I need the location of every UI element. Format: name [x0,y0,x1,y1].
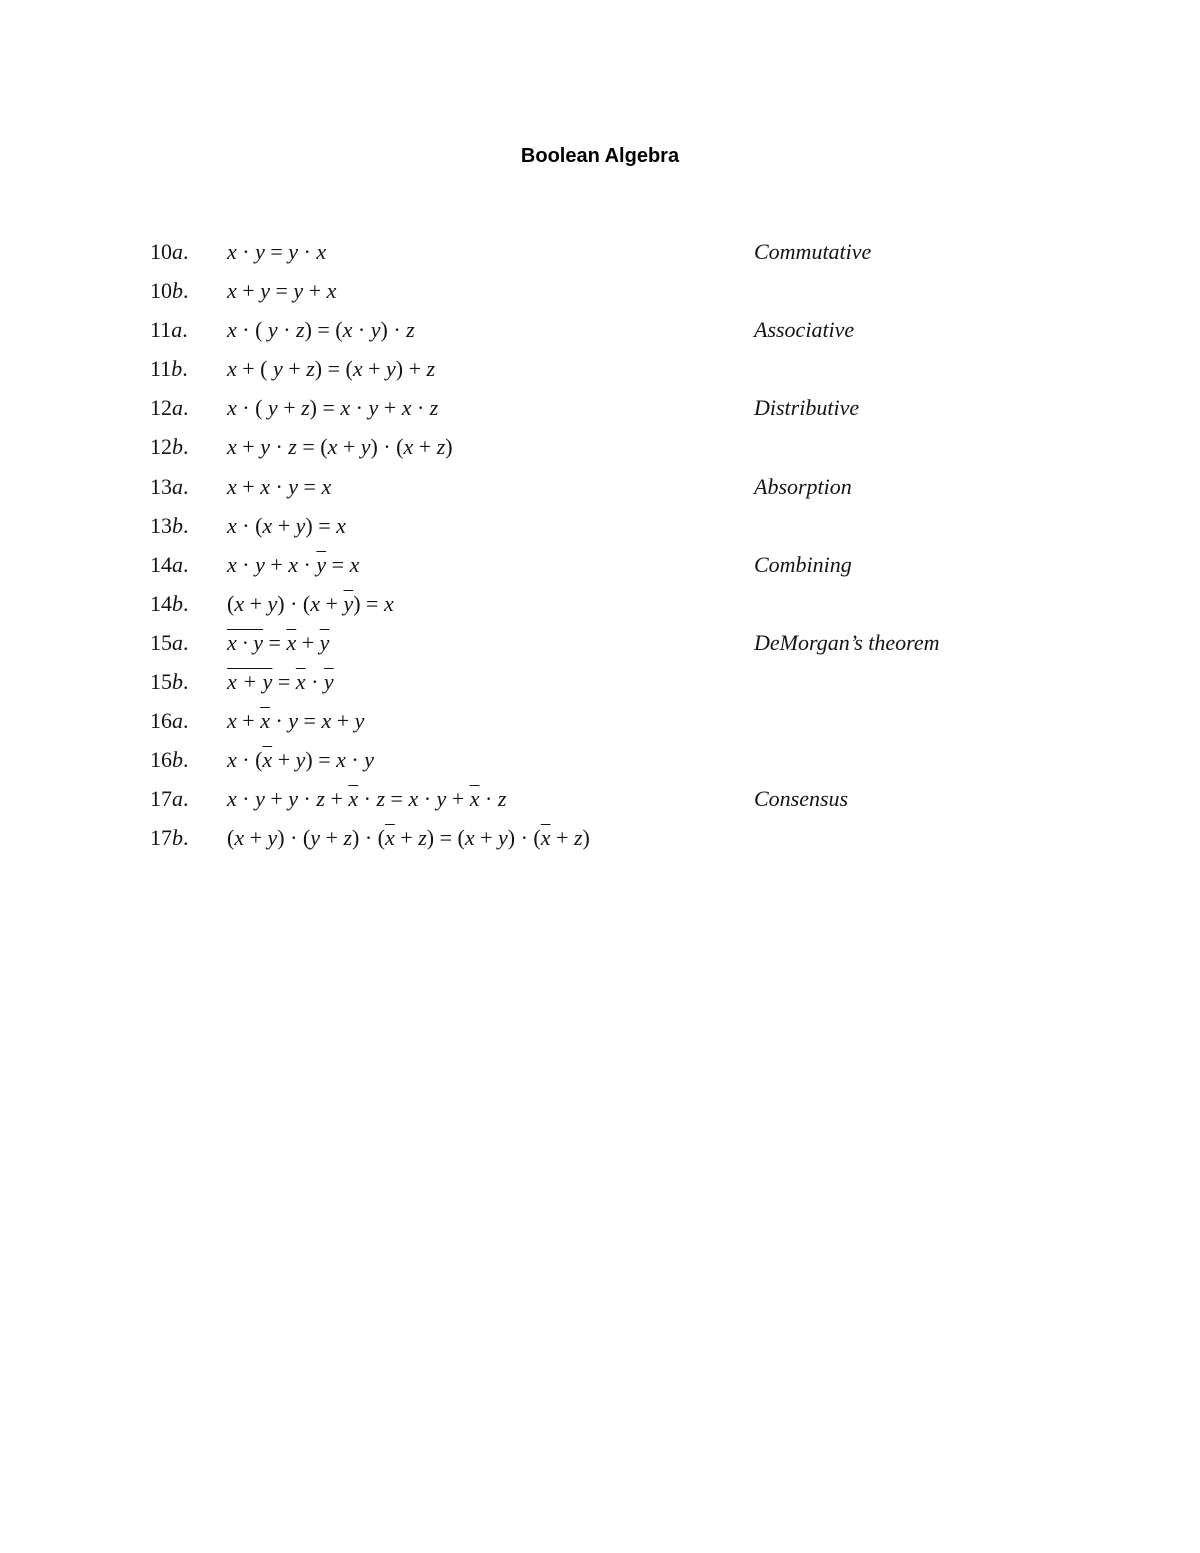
law-number-digits: 12 [150,434,172,460]
expr-operator: ) = [309,395,341,421]
law-expression [227,349,435,388]
expr-operator: = [298,473,322,499]
expr-operator: ) = ( [426,825,465,851]
law-row [150,818,1050,857]
expr-operator: = [298,708,322,734]
expr-operator: ) · ( [277,825,311,851]
expr-variable: x [321,473,332,499]
law-expression [227,506,346,545]
law-number-letter: b [172,278,183,304]
expr-variable: y [267,395,278,421]
expr-variable: y [360,434,371,460]
expr-operator: · [305,669,324,695]
expr-variable: y [267,825,278,851]
expr-variable: y [255,239,265,264]
expr-operator: · [479,786,498,812]
expr-operator: + [324,786,349,812]
law-number: 10b. [150,278,189,304]
expr-operator: + [272,747,296,773]
expr-operator: · [298,551,317,577]
expr-variable: x [336,747,346,773]
expr-operator: ) = [305,747,337,773]
expr-complement: $\overline{x}$ [286,629,297,655]
expr-complement: $\overline{x}$ [262,747,273,773]
expr-variable: x [227,512,237,538]
expr-complement: $\overline{y}$ [323,669,334,695]
law-expression [227,232,326,271]
law-number-digits: 17 [150,786,172,812]
law-number-digits: 13 [150,473,172,499]
law-expression [227,584,394,623]
expr-variable: x [227,708,237,734]
law-number-digits: 11 [150,356,172,382]
law-row [150,467,1050,506]
law-number: 13a. [150,473,189,499]
law-row [150,506,1050,545]
law-number-digits: 15 [150,669,172,695]
boolean-laws-list [150,232,1050,858]
expr-operator: ) = ( [314,356,353,382]
law-number-digits: 14 [150,551,172,577]
expr-variable: y [273,356,283,382]
law-row [150,427,1050,466]
expr-operator: + ( [236,356,273,382]
expr-operator: · [358,786,377,812]
expr-operator: ) · ( [277,590,311,616]
law-number-letter: a [171,317,183,343]
expr-operator: ) + [395,356,427,382]
expr-variable: y [288,473,299,499]
expr-operator: · [236,551,256,577]
expr-variable: z [406,317,415,343]
expr-operator: + [362,356,386,382]
law-number-letter: b [172,434,183,460]
expr-operator: + [236,278,261,304]
expr-variable: x [340,395,351,421]
law-name: Absorption [754,473,852,499]
law-number: 17a. [150,786,189,812]
law-number: 11b. [150,356,188,382]
law-expression [227,310,415,349]
law-number-digits: 17 [150,825,172,851]
expr-variable: x [234,825,245,851]
expr-variable: x [401,395,412,421]
expr-variable: z [418,825,427,851]
expr-variable: x [383,590,394,616]
expr-operator: ) = [353,590,384,616]
expr-variable: x [288,551,299,577]
expr-variable: x [321,708,332,734]
law-name: Combining [754,551,852,577]
law-number: 16a. [150,708,189,734]
law-number-letter: b [172,747,183,773]
expr-operator: + [272,512,296,538]
law-number-digits: 15 [150,629,172,655]
expr-variable: x [262,512,273,538]
expr-complement: $\overline{y}$ [319,629,330,655]
law-number: 11a. [150,317,188,343]
expr-variable: z [573,825,583,851]
expr-variable: y [364,747,374,773]
law-name: Distributive [754,395,860,421]
expr-variable: z [436,434,446,460]
expr-operator: · [269,434,289,460]
law-name: Consensus [754,786,849,812]
expr-variable: y [295,747,306,773]
expr-operator: ) · ( [370,434,404,460]
expr-variable: y [354,708,365,734]
expr-operator: = [272,669,296,695]
expr-operator: · ( [236,395,268,421]
expr-operator: · [269,473,289,499]
law-row [150,701,1050,740]
law-number-digits: 11 [150,317,172,343]
expr-operator: + [378,395,402,421]
expr-variable: x [227,356,237,382]
expr-operator: · [350,395,369,421]
law-number-letter: b [172,590,183,616]
law-number: 14b. [150,590,189,616]
law-number: 10a. [150,239,189,264]
expr-variable: x [336,512,346,538]
expr-variable: y [255,551,265,577]
expr-operator: + [474,825,498,851]
expr-complement: $\overline{x}$ [385,825,395,851]
expr-operator: · ( [236,317,268,343]
expr-operator: + [413,434,437,460]
law-row [150,545,1050,584]
law-expression [227,545,359,584]
expr-variable: y [436,786,447,812]
expr-operator: = [326,551,350,577]
expr-operator: + [244,590,268,616]
law-row [150,740,1050,779]
expr-operator: + [236,473,261,499]
expr-variable: y [288,786,299,812]
expr-operator: · [277,317,297,343]
law-row [150,310,1050,349]
law-name: Associative [754,317,855,343]
law-expression [227,701,364,740]
law-expression [227,818,590,857]
law-number-digits: 16 [150,708,172,734]
expr-variable: y [288,239,299,264]
law-expression [227,623,329,662]
law-row [150,232,1050,271]
expr-operator: ) · ( [507,825,541,851]
law-row [150,349,1050,388]
expr-variable: x [227,239,237,264]
law-expression [227,662,334,701]
expr-variable: x [342,317,353,343]
expr-complement: $\overline{y}$ [316,551,327,577]
law-row [150,662,1050,701]
law-row [150,388,1050,427]
law-number: 16b. [150,747,189,773]
expr-variable: z [306,356,315,382]
law-number-letter: b [172,825,183,851]
expr-operator: = [269,278,294,304]
law-number-digits: 12 [150,395,172,421]
expr-operator: = [263,629,287,655]
expr-operator: ) [582,825,590,851]
expr-variable: x [260,473,270,499]
expr-operator: + [236,434,261,460]
law-row [150,779,1050,818]
expr-variable: z [376,786,386,812]
expr-variable: z [497,786,507,812]
expr-complement: x · y [227,629,264,655]
expr-operator: + [303,278,327,304]
expr-variable: y [260,434,270,460]
expr-operator: · [411,395,430,421]
expr-operator: = [264,239,289,264]
expr-operator: + [282,356,307,382]
law-number-digits: 10 [150,278,172,304]
expr-complement: x + y [227,669,273,695]
law-number: 13b. [150,512,189,538]
law-expression [227,388,438,427]
expr-variable: y [386,356,396,382]
expr-operator: · [298,239,317,264]
expr-operator: ) = [305,512,337,538]
expr-variable: y [288,708,299,734]
law-number-digits: 13 [150,512,172,538]
expr-variable: x [227,551,237,577]
expr-operator: + [446,786,470,812]
expr-operator: = ( [296,434,328,460]
law-number-letter: b [172,669,183,695]
law-number-digits: 14 [150,590,172,616]
law-expression [227,427,453,466]
expr-operator: · [298,786,317,812]
expr-operator: · [236,239,256,264]
expr-variable: z [316,786,325,812]
expr-operator: · [418,786,437,812]
expr-variable: y [267,590,278,616]
expr-operator: · [269,708,289,734]
law-number-letter: a [172,629,183,655]
expr-operator: · [236,786,256,812]
law-number-letter: a [172,551,183,577]
law-number-letter: b [172,512,183,538]
expr-complement: $\overline{x}$ [540,825,551,851]
expr-variable: x [234,590,245,616]
expr-variable: y [295,512,306,538]
expr-variable: x [227,434,237,460]
expr-variable: y [368,395,379,421]
expr-variable: y [310,825,321,851]
expr-variable: y [498,825,508,851]
expr-operator: ( [227,825,235,851]
expr-operator: + [550,825,574,851]
document-title: Boolean Algebra [520,145,680,167]
expr-variable: x [352,356,363,382]
law-number: 12a. [150,395,189,421]
law-expression [227,740,374,779]
expr-operator: + [394,825,419,851]
expr-variable: z [343,825,353,851]
expr-variable: y [370,317,381,343]
expr-operator: ( [227,590,235,616]
expr-variable: x [408,786,419,812]
law-row [150,584,1050,623]
expr-variable: z [301,395,310,421]
expr-variable: x [349,551,360,577]
law-number: 15a. [150,629,189,655]
expr-operator: · [352,317,371,343]
expr-variable: z [426,356,436,382]
expr-variable: z [296,317,305,343]
expr-operator: + [320,825,344,851]
expr-complement: $\overline{y}$ [343,590,354,616]
law-number-letter: a [172,239,183,264]
expr-operator: ) · [380,317,407,343]
expr-variable: y [267,317,278,343]
expr-variable: z [288,434,297,460]
expr-variable: x [316,239,327,264]
expr-variable: x [227,747,237,773]
expr-variable: x [227,786,237,812]
law-name: DeMorgan’s theorem [754,629,940,655]
law-row [150,271,1050,310]
law-number-digits: 16 [150,747,172,773]
law-number: 17b. [150,825,189,851]
expr-complement: $\overline{x}$ [260,708,270,734]
law-number-letter: a [172,708,183,734]
expr-variable: x [227,473,237,499]
expr-operator: ) [445,434,453,460]
expr-operator: + [320,590,344,616]
law-number: 14a. [150,551,189,577]
law-row [150,623,1050,662]
law-number-digits: 10 [150,239,172,264]
expr-variable: x [227,278,237,304]
expr-variable: x [310,590,321,616]
law-number-letter: a [172,786,183,812]
expr-operator: + [296,629,320,655]
expr-variable: x [327,434,338,460]
expr-operator: = [385,786,409,812]
expr-operator: + [264,786,289,812]
law-number-letter: a [172,395,183,421]
expr-operator: + [244,825,268,851]
expr-variable: z [429,395,439,421]
law-number: 12b. [150,434,189,460]
expr-variable: x [227,317,237,343]
expr-operator: + [337,434,361,460]
expr-operator: · [345,747,365,773]
expr-operator: + [277,395,302,421]
law-number: 15b. [150,669,189,695]
expr-operator: · ( [236,512,263,538]
expr-variable: x [227,395,237,421]
expr-complement: $\overline{x}$ [348,786,359,812]
expr-variable: y [260,278,270,304]
law-expression [227,779,506,818]
expr-operator: ) · ( [352,825,385,851]
expr-variable: y [255,786,265,812]
expr-complement: $\overline{x}$ [295,669,306,695]
expr-operator: + [236,708,261,734]
law-expression [227,467,331,506]
expr-operator: + [331,708,355,734]
law-expression [227,271,336,310]
expr-operator: + [264,551,289,577]
law-name: Commutative [754,239,872,264]
expr-variable: x [326,278,337,304]
expr-variable: x [464,825,475,851]
expr-operator: ) = ( [304,317,343,343]
law-number-letter: a [172,473,183,499]
expr-complement: $\overline{x}$ [469,786,480,812]
expr-variable: x [403,434,414,460]
expr-variable: y [293,278,304,304]
expr-operator: · ( [236,747,263,773]
law-number-letter: b [171,356,183,382]
